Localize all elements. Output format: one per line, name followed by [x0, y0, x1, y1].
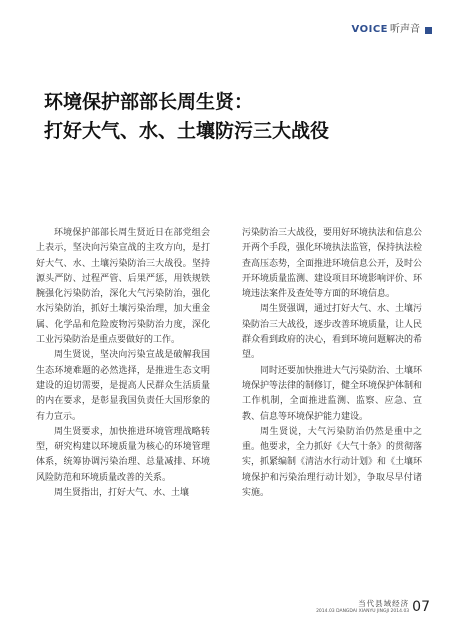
paragraph: 同时还要加快推进大气污染防治、土壤环境保护等法律的制修订，健全环境保护体制和工作机制，全面推进监测、监察、应急、宣教、信息等环境保护能力建设。: [242, 365, 423, 422]
article-title: [44, 88, 424, 146]
paragraph: 环境保护部部长周生贤近日在部党组会上表示，坚决向污染宣战的主攻方向，是打好大气、水、土壤污染防治三大战役。坚持源头严防、过程严管、后果严惩，用铁规铁腕强化污染防治，深化大气污染防治，强化水污染防治，抓好土壤污染治理，加大重金属、化学品和危险废物污染防治力度，深化工业污染防治是重点要做好的工作。: [36, 228, 210, 346]
paragraph: 周生贤说，坚决向污染宣战是破解我国生态环境难题的必然选择，是推进生态文明建设的迫切需要，是提高人民群众生活质量的内在要求，是彰显我国负责任大国形象的有力宣示。: [36, 350, 210, 422]
page-footer: [316, 600, 430, 614]
square-icon: [425, 27, 432, 34]
paragraph: 周生贤指出，打好大气、水、土壤: [54, 488, 190, 499]
article-column-right: [242, 226, 422, 501]
magazine-name: 当代县域经济: [358, 599, 410, 608]
paragraph: 污染防治三大战役，要用好环境执法和信息公开两个手段，强化环境执法监管，保持执法检查高压态势，全面推进环境信息公开，及时公开环境质量监测、建设项目环境影响评价、环境违法案件及查处等方面的环境信息。: [242, 228, 423, 300]
section-label-en: VOICE: [351, 24, 388, 35]
title-line-1: 环境保护部部长周生贤：: [44, 91, 254, 113]
paragraph: 周生贤要求，加快推进环境管理战略转型，研究构建以环境质量为核心的环境管理体系，统筹协调污染治理、总量减排、环境风险防范和环境质量改善的关系。: [36, 426, 210, 483]
page-number: 07: [412, 599, 430, 615]
paragraph: 周生贤说，大气污染防治仍然是重中之重。他要求，全力抓好《大气十条》的贯彻落实，抓紧编制《清洁水行动计划》和《土壤环境保护和污染治理行动计划》，争取尽早付诸实施。: [242, 426, 423, 499]
paragraph: 周生贤强调，通过打好大气、水、土壤污染防治三大战役，逐步改善环境质量，让人民群众看到政府的决心，看到环境问题解决的希望。: [242, 304, 423, 361]
title-line-2: 打好大气、水、土壤防污三大战役: [44, 120, 330, 142]
issue-info: 2014.03 DANGDAI XIANYU JINGJI 2014.03: [316, 608, 410, 614]
article-column-left: [36, 226, 210, 501]
section-tag: [352, 22, 432, 38]
section-label-cn: 听声音: [390, 24, 420, 35]
magazine-info: [316, 600, 409, 614]
